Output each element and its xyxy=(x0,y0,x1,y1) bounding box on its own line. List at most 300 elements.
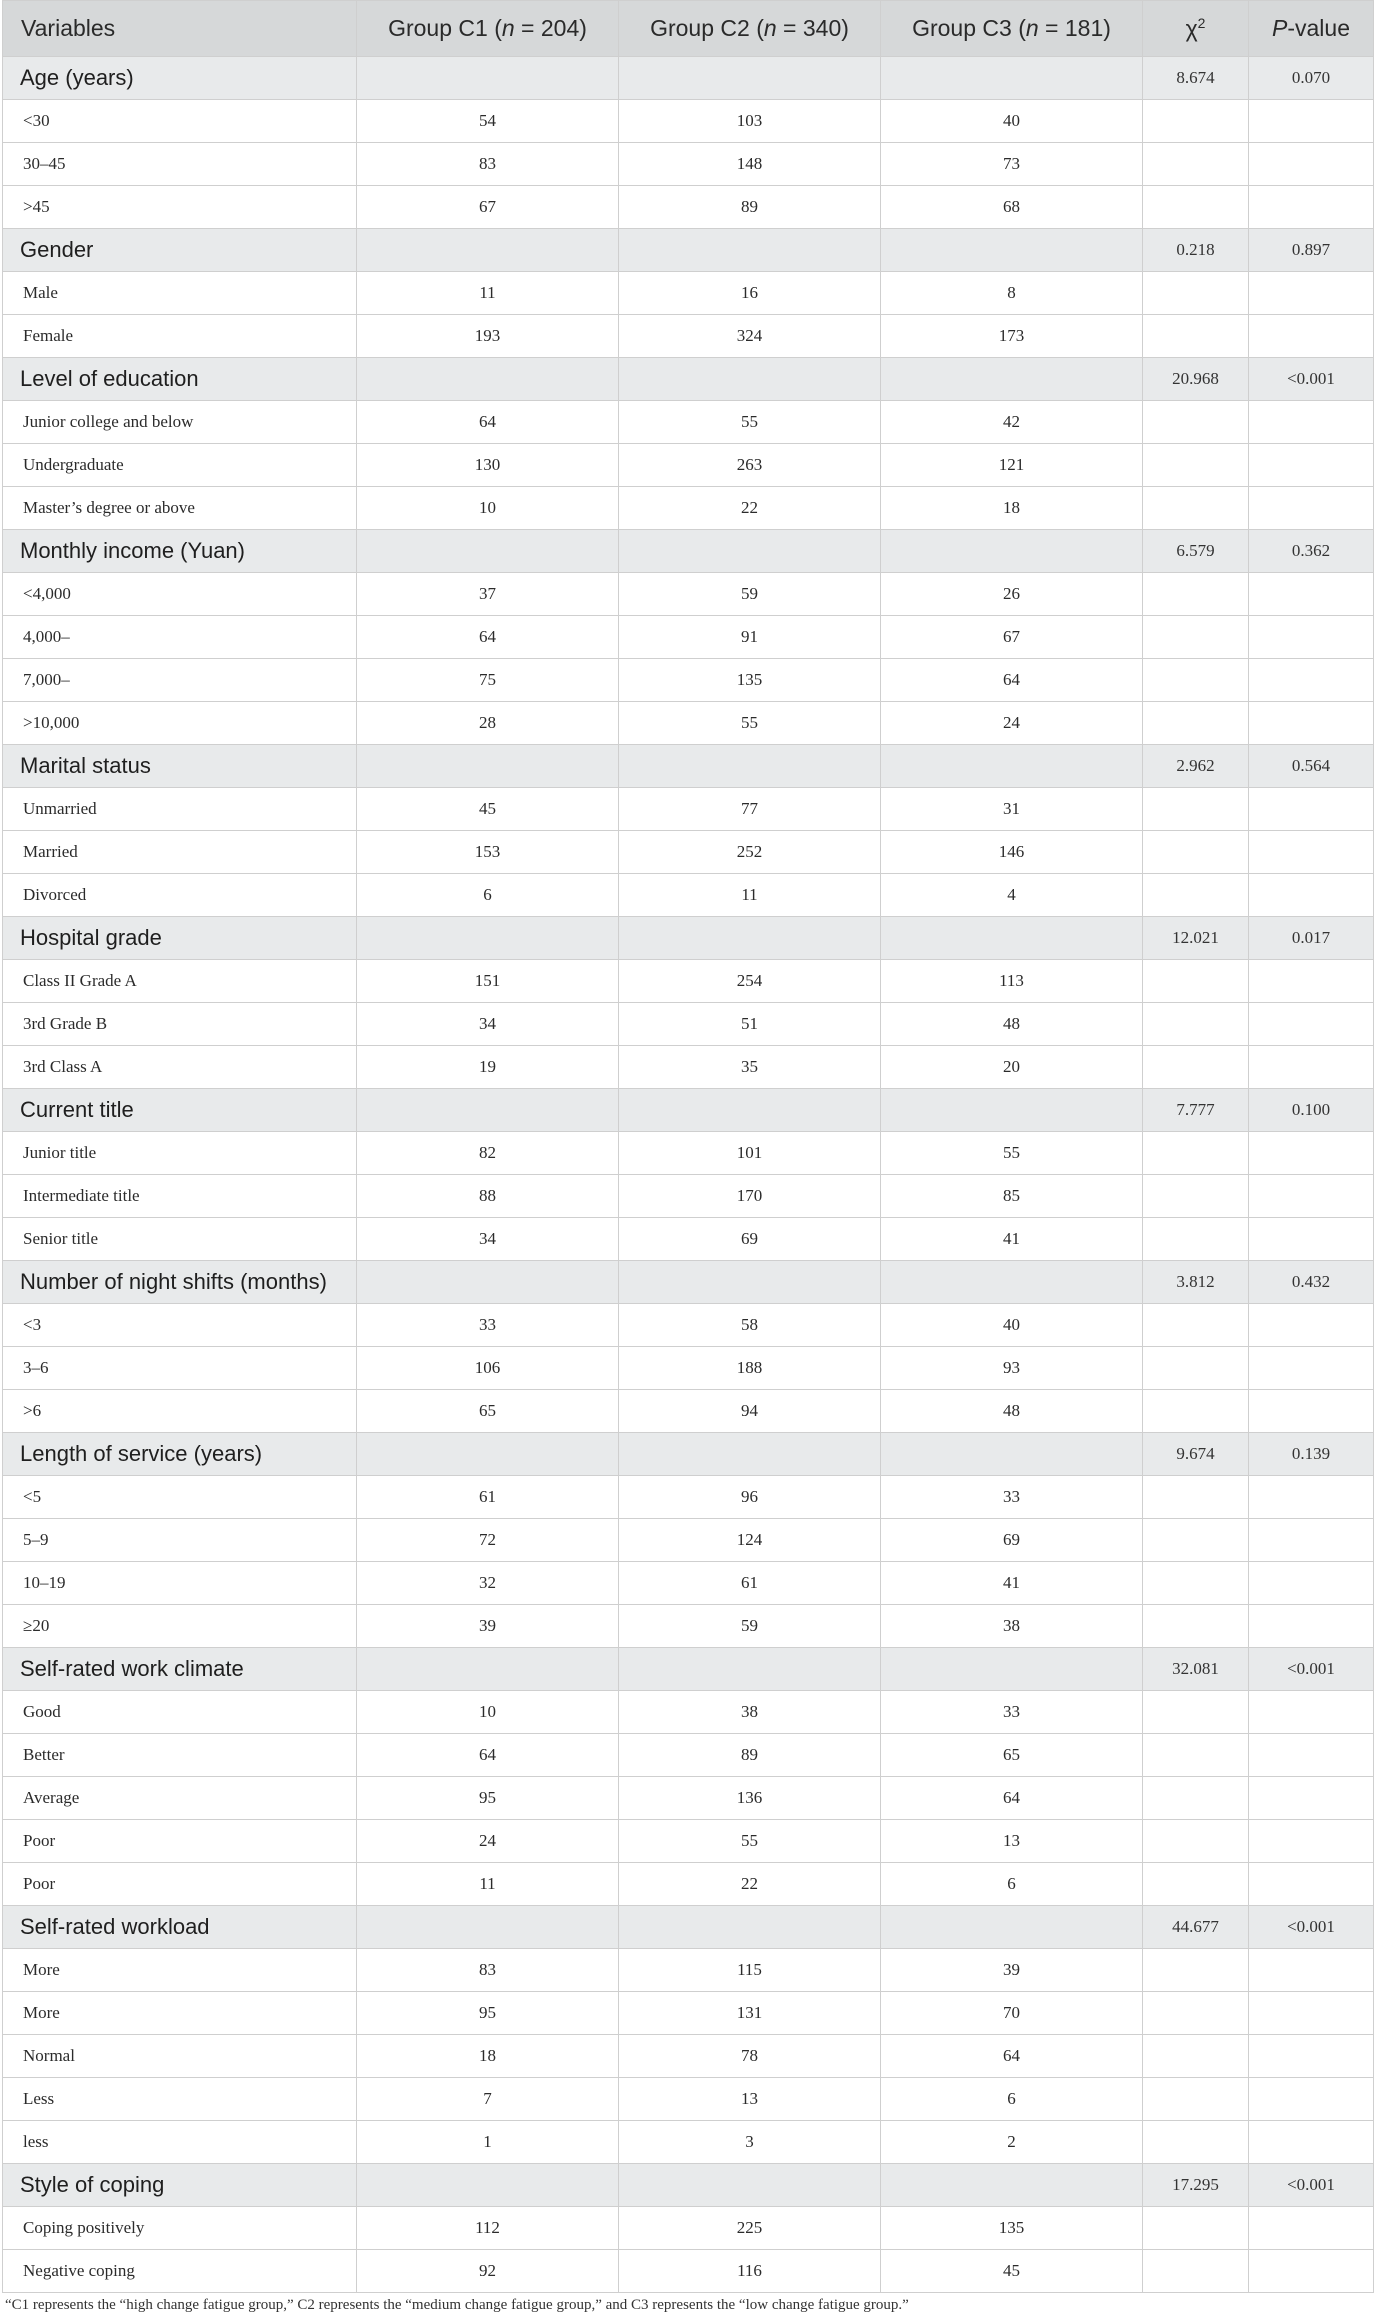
header-c1-prefix: Group C1 ( xyxy=(388,15,502,41)
row-empty-p xyxy=(1249,1390,1374,1433)
row-value-c3: 67 xyxy=(881,616,1143,659)
row-label: More xyxy=(3,1992,357,2035)
header-p-italic: P xyxy=(1272,15,1288,41)
row-empty-p xyxy=(1249,2035,1374,2078)
row-value-c2: 254 xyxy=(619,960,881,1003)
row-value-c1: 10 xyxy=(357,1691,619,1734)
row-value-c3: 68 xyxy=(881,186,1143,229)
row-empty-chi xyxy=(1143,2121,1249,2164)
table-row xyxy=(3,143,1374,186)
group-chi-square: 2.962 xyxy=(1143,745,1249,788)
group-label: Number of night shifts (months) xyxy=(3,1261,357,1304)
row-empty-chi xyxy=(1143,702,1249,745)
row-value-c3: 64 xyxy=(881,1777,1143,1820)
row-value-c3: 135 xyxy=(881,2207,1143,2250)
row-value-c1: 10 xyxy=(357,487,619,530)
row-value-c3: 70 xyxy=(881,1992,1143,2035)
row-empty-chi xyxy=(1143,2078,1249,2121)
row-empty-p xyxy=(1249,100,1374,143)
row-value-c1: 95 xyxy=(357,1992,619,2035)
table-row xyxy=(3,186,1374,229)
row-empty-chi xyxy=(1143,1562,1249,1605)
group-p-value: 0.070 xyxy=(1249,57,1374,100)
row-empty-chi xyxy=(1143,1132,1249,1175)
table-row xyxy=(3,100,1374,143)
row-value-c3: 39 xyxy=(881,1949,1143,1992)
group-chi-square: 7.777 xyxy=(1143,1089,1249,1132)
group-chi-square: 8.674 xyxy=(1143,57,1249,100)
table-row xyxy=(3,444,1374,487)
group-p-value: <0.001 xyxy=(1249,2164,1374,2207)
row-empty-chi xyxy=(1143,788,1249,831)
row-value-c1: 130 xyxy=(357,444,619,487)
row-value-c3: 40 xyxy=(881,1304,1143,1347)
group-p-value: 0.100 xyxy=(1249,1089,1374,1132)
row-empty-chi xyxy=(1143,1347,1249,1390)
table-row xyxy=(3,2035,1374,2078)
row-value-c2: 59 xyxy=(619,573,881,616)
row-empty-p xyxy=(1249,573,1374,616)
row-value-c2: 11 xyxy=(619,874,881,917)
row-value-c2: 77 xyxy=(619,788,881,831)
row-label: Female xyxy=(3,315,357,358)
group-empty-c1 xyxy=(357,1648,619,1691)
row-value-c2: 131 xyxy=(619,1992,881,2035)
row-value-c2: 89 xyxy=(619,186,881,229)
group-empty-c1 xyxy=(357,229,619,272)
row-empty-chi xyxy=(1143,401,1249,444)
row-label: Senior title xyxy=(3,1218,357,1261)
row-empty-p xyxy=(1249,315,1374,358)
group-empty-c1 xyxy=(357,1261,619,1304)
row-empty-p xyxy=(1249,1820,1374,1863)
row-empty-chi xyxy=(1143,272,1249,315)
group-row xyxy=(3,1433,1374,1476)
row-empty-p xyxy=(1249,2207,1374,2250)
group-chi-square: 3.812 xyxy=(1143,1261,1249,1304)
row-label: Negative coping xyxy=(3,2250,357,2293)
group-p-value: <0.001 xyxy=(1249,1648,1374,1691)
group-empty-c2 xyxy=(619,917,881,960)
row-empty-chi xyxy=(1143,1820,1249,1863)
row-label: Coping positively xyxy=(3,2207,357,2250)
header-chi: χ xyxy=(1185,15,1198,42)
header-group-c1 xyxy=(357,1,619,57)
row-value-c3: 64 xyxy=(881,2035,1143,2078)
table-row xyxy=(3,1476,1374,1519)
header-c2-suffix: = 340) xyxy=(776,15,849,41)
table-row xyxy=(3,1605,1374,1648)
group-empty-c3 xyxy=(881,358,1143,401)
row-value-c1: 11 xyxy=(357,272,619,315)
row-empty-p xyxy=(1249,401,1374,444)
row-label: Better xyxy=(3,1734,357,1777)
row-empty-chi xyxy=(1143,444,1249,487)
row-value-c2: 22 xyxy=(619,1863,881,1906)
row-empty-chi xyxy=(1143,1949,1249,1992)
group-empty-c3 xyxy=(881,745,1143,788)
row-empty-chi xyxy=(1143,1863,1249,1906)
group-chi-square: 12.021 xyxy=(1143,917,1249,960)
row-value-c3: 146 xyxy=(881,831,1143,874)
row-empty-p xyxy=(1249,1949,1374,1992)
row-value-c2: 38 xyxy=(619,1691,881,1734)
table-row xyxy=(3,401,1374,444)
header-c2-n: n xyxy=(763,15,777,41)
table-row xyxy=(3,874,1374,917)
row-empty-chi xyxy=(1143,1605,1249,1648)
row-value-c1: 11 xyxy=(357,1863,619,1906)
row-value-c3: 6 xyxy=(881,2078,1143,2121)
group-p-value: 0.432 xyxy=(1249,1261,1374,1304)
row-value-c3: 64 xyxy=(881,659,1143,702)
row-label: Divorced xyxy=(3,874,357,917)
table-body xyxy=(3,57,1374,2293)
group-p-value: 0.362 xyxy=(1249,530,1374,573)
row-value-c1: 61 xyxy=(357,1476,619,1519)
table-row xyxy=(3,315,1374,358)
header-chi-sup: 2 xyxy=(1197,14,1206,31)
group-label: Level of education xyxy=(3,358,357,401)
table-row xyxy=(3,831,1374,874)
header-chi-square xyxy=(1143,1,1249,57)
row-value-c2: 3 xyxy=(619,2121,881,2164)
group-label: Current title xyxy=(3,1089,357,1132)
group-empty-c2 xyxy=(619,530,881,573)
table-row xyxy=(3,1390,1374,1433)
header-group-c2 xyxy=(619,1,881,57)
group-p-value: 0.139 xyxy=(1249,1433,1374,1476)
table-row xyxy=(3,659,1374,702)
row-value-c3: 33 xyxy=(881,1476,1143,1519)
row-label: 3rd Grade B xyxy=(3,1003,357,1046)
row-empty-chi xyxy=(1143,487,1249,530)
row-empty-chi xyxy=(1143,1390,1249,1433)
row-empty-p xyxy=(1249,1003,1374,1046)
row-empty-chi xyxy=(1143,2035,1249,2078)
group-empty-c3 xyxy=(881,1648,1143,1691)
row-empty-p xyxy=(1249,1691,1374,1734)
table-row xyxy=(3,616,1374,659)
row-value-c1: 34 xyxy=(357,1003,619,1046)
group-empty-c1 xyxy=(357,1906,619,1949)
row-value-c3: 6 xyxy=(881,1863,1143,1906)
row-value-c3: 8 xyxy=(881,272,1143,315)
row-empty-p xyxy=(1249,2121,1374,2164)
table-row xyxy=(3,1218,1374,1261)
table-row xyxy=(3,1347,1374,1390)
row-label: Unmarried xyxy=(3,788,357,831)
row-empty-chi xyxy=(1143,1003,1249,1046)
row-label: 10–19 xyxy=(3,1562,357,1605)
row-label: Married xyxy=(3,831,357,874)
row-value-c3: 13 xyxy=(881,1820,1143,1863)
group-empty-c1 xyxy=(357,1089,619,1132)
row-value-c1: 67 xyxy=(357,186,619,229)
row-value-c3: 20 xyxy=(881,1046,1143,1089)
table-row xyxy=(3,1992,1374,2035)
table-row xyxy=(3,1691,1374,1734)
row-value-c2: 16 xyxy=(619,272,881,315)
row-empty-p xyxy=(1249,616,1374,659)
row-empty-chi xyxy=(1143,1992,1249,2035)
row-empty-chi xyxy=(1143,874,1249,917)
row-value-c2: 252 xyxy=(619,831,881,874)
group-label: Marital status xyxy=(3,745,357,788)
row-value-c3: 41 xyxy=(881,1218,1143,1261)
group-empty-c1 xyxy=(357,2164,619,2207)
table-row xyxy=(3,2207,1374,2250)
row-value-c1: 37 xyxy=(357,573,619,616)
group-row xyxy=(3,57,1374,100)
row-value-c1: 65 xyxy=(357,1390,619,1433)
row-value-c3: 55 xyxy=(881,1132,1143,1175)
row-value-c2: 324 xyxy=(619,315,881,358)
group-empty-c2 xyxy=(619,1089,881,1132)
table-row xyxy=(3,1046,1374,1089)
group-row xyxy=(3,1261,1374,1304)
header-c2-prefix: Group C2 ( xyxy=(650,15,764,41)
table-row xyxy=(3,1003,1374,1046)
group-row xyxy=(3,229,1374,272)
row-value-c3: 31 xyxy=(881,788,1143,831)
group-row xyxy=(3,1089,1374,1132)
table-row xyxy=(3,1304,1374,1347)
row-value-c1: 75 xyxy=(357,659,619,702)
row-empty-chi xyxy=(1143,186,1249,229)
row-empty-chi xyxy=(1143,1046,1249,1089)
group-label: Gender xyxy=(3,229,357,272)
row-label: 30–45 xyxy=(3,143,357,186)
row-empty-chi xyxy=(1143,1777,1249,1820)
group-label: Length of service (years) xyxy=(3,1433,357,1476)
row-value-c3: 73 xyxy=(881,143,1143,186)
row-value-c2: 69 xyxy=(619,1218,881,1261)
row-label: Junior title xyxy=(3,1132,357,1175)
row-empty-chi xyxy=(1143,1476,1249,1519)
group-chi-square: 44.677 xyxy=(1143,1906,1249,1949)
row-label: >10,000 xyxy=(3,702,357,745)
header-c1-n: n xyxy=(501,15,515,41)
table-row xyxy=(3,1175,1374,1218)
group-chi-square: 17.295 xyxy=(1143,2164,1249,2207)
row-value-c1: 33 xyxy=(357,1304,619,1347)
group-empty-c1 xyxy=(357,358,619,401)
row-empty-p xyxy=(1249,659,1374,702)
row-value-c1: 82 xyxy=(357,1132,619,1175)
group-empty-c1 xyxy=(357,745,619,788)
row-label: 5–9 xyxy=(3,1519,357,1562)
row-value-c1: 95 xyxy=(357,1777,619,1820)
group-empty-c3 xyxy=(881,1261,1143,1304)
row-value-c1: 19 xyxy=(357,1046,619,1089)
group-empty-c3 xyxy=(881,1906,1143,1949)
row-value-c2: 22 xyxy=(619,487,881,530)
row-value-c2: 61 xyxy=(619,1562,881,1605)
row-value-c2: 55 xyxy=(619,702,881,745)
table-row xyxy=(3,487,1374,530)
row-empty-chi xyxy=(1143,616,1249,659)
row-empty-p xyxy=(1249,874,1374,917)
row-label: 7,000– xyxy=(3,659,357,702)
row-empty-p xyxy=(1249,1132,1374,1175)
row-empty-p xyxy=(1249,1175,1374,1218)
row-empty-chi xyxy=(1143,1734,1249,1777)
header-p-suffix: -value xyxy=(1287,15,1350,41)
row-label: Junior college and below xyxy=(3,401,357,444)
group-label: Self-rated work climate xyxy=(3,1648,357,1691)
row-empty-chi xyxy=(1143,573,1249,616)
row-value-c2: 35 xyxy=(619,1046,881,1089)
group-chi-square: 20.968 xyxy=(1143,358,1249,401)
row-label: >6 xyxy=(3,1390,357,1433)
group-row xyxy=(3,745,1374,788)
group-row xyxy=(3,1906,1374,1949)
row-value-c1: 7 xyxy=(357,2078,619,2121)
header-c1-suffix: = 204) xyxy=(514,15,587,41)
row-value-c1: 64 xyxy=(357,1734,619,1777)
row-value-c3: 2 xyxy=(881,2121,1143,2164)
table-row xyxy=(3,788,1374,831)
row-value-c2: 94 xyxy=(619,1390,881,1433)
group-empty-c1 xyxy=(357,917,619,960)
row-label: More xyxy=(3,1949,357,1992)
table-row xyxy=(3,1562,1374,1605)
row-label: 4,000– xyxy=(3,616,357,659)
group-empty-c2 xyxy=(619,358,881,401)
group-p-value: 0.564 xyxy=(1249,745,1374,788)
group-row xyxy=(3,2164,1374,2207)
table-row xyxy=(3,272,1374,315)
row-value-c3: 40 xyxy=(881,100,1143,143)
row-empty-chi xyxy=(1143,1175,1249,1218)
row-value-c2: 136 xyxy=(619,1777,881,1820)
row-label: Poor xyxy=(3,1863,357,1906)
row-label: <4,000 xyxy=(3,573,357,616)
row-value-c3: 4 xyxy=(881,874,1143,917)
row-empty-chi xyxy=(1143,100,1249,143)
row-label: 3rd Class A xyxy=(3,1046,357,1089)
table-row xyxy=(3,1949,1374,1992)
row-label: less xyxy=(3,2121,357,2164)
row-value-c1: 83 xyxy=(357,1949,619,1992)
characteristics-table xyxy=(2,0,1374,2293)
row-value-c1: 112 xyxy=(357,2207,619,2250)
row-empty-chi xyxy=(1143,659,1249,702)
header-c3-suffix: = 181) xyxy=(1038,15,1111,41)
group-empty-c3 xyxy=(881,917,1143,960)
row-value-c2: 188 xyxy=(619,1347,881,1390)
row-value-c1: 193 xyxy=(357,315,619,358)
row-empty-chi xyxy=(1143,831,1249,874)
row-value-c1: 28 xyxy=(357,702,619,745)
group-empty-c1 xyxy=(357,530,619,573)
row-label: Less xyxy=(3,2078,357,2121)
row-label: ≥20 xyxy=(3,1605,357,1648)
row-value-c1: 34 xyxy=(357,1218,619,1261)
row-value-c2: 148 xyxy=(619,143,881,186)
row-label: <30 xyxy=(3,100,357,143)
group-label: Monthly income (Yuan) xyxy=(3,530,357,573)
row-value-c2: 135 xyxy=(619,659,881,702)
row-value-c3: 93 xyxy=(881,1347,1143,1390)
header-group-c3 xyxy=(881,1,1143,57)
row-label: Master’s degree or above xyxy=(3,487,357,530)
row-label: <5 xyxy=(3,1476,357,1519)
row-value-c1: 6 xyxy=(357,874,619,917)
row-label: Normal xyxy=(3,2035,357,2078)
row-value-c1: 32 xyxy=(357,1562,619,1605)
row-empty-p xyxy=(1249,702,1374,745)
group-row xyxy=(3,530,1374,573)
row-value-c3: 113 xyxy=(881,960,1143,1003)
row-label: Average xyxy=(3,1777,357,1820)
row-value-c3: 48 xyxy=(881,1390,1143,1433)
row-value-c2: 51 xyxy=(619,1003,881,1046)
row-value-c1: 72 xyxy=(357,1519,619,1562)
row-value-c2: 13 xyxy=(619,2078,881,2121)
row-value-c3: 69 xyxy=(881,1519,1143,1562)
table-row xyxy=(3,2078,1374,2121)
row-empty-p xyxy=(1249,1347,1374,1390)
group-chi-square: 6.579 xyxy=(1143,530,1249,573)
row-empty-p xyxy=(1249,1046,1374,1089)
row-value-c1: 39 xyxy=(357,1605,619,1648)
row-empty-chi xyxy=(1143,1691,1249,1734)
group-empty-c1 xyxy=(357,57,619,100)
row-value-c3: 33 xyxy=(881,1691,1143,1734)
row-value-c1: 1 xyxy=(357,2121,619,2164)
row-empty-p xyxy=(1249,487,1374,530)
row-empty-p xyxy=(1249,2250,1374,2293)
row-empty-p xyxy=(1249,2078,1374,2121)
row-value-c3: 38 xyxy=(881,1605,1143,1648)
group-row xyxy=(3,358,1374,401)
row-empty-p xyxy=(1249,1777,1374,1820)
table-row xyxy=(3,1820,1374,1863)
row-empty-p xyxy=(1249,1562,1374,1605)
group-empty-c2 xyxy=(619,745,881,788)
group-empty-c2 xyxy=(619,57,881,100)
group-chi-square: 32.081 xyxy=(1143,1648,1249,1691)
row-empty-p xyxy=(1249,788,1374,831)
row-empty-chi xyxy=(1143,143,1249,186)
row-value-c1: 54 xyxy=(357,100,619,143)
group-empty-c3 xyxy=(881,229,1143,272)
row-value-c2: 55 xyxy=(619,401,881,444)
row-value-c1: 64 xyxy=(357,616,619,659)
row-value-c3: 18 xyxy=(881,487,1143,530)
row-empty-p xyxy=(1249,1992,1374,2035)
group-empty-c1 xyxy=(357,1433,619,1476)
group-empty-c3 xyxy=(881,1433,1143,1476)
group-empty-c2 xyxy=(619,2164,881,2207)
row-value-c1: 153 xyxy=(357,831,619,874)
row-empty-p xyxy=(1249,1519,1374,1562)
group-label: Self-rated workload xyxy=(3,1906,357,1949)
group-empty-c2 xyxy=(619,1433,881,1476)
table-row xyxy=(3,573,1374,616)
row-value-c3: 41 xyxy=(881,1562,1143,1605)
row-value-c3: 121 xyxy=(881,444,1143,487)
group-p-value: 0.017 xyxy=(1249,917,1374,960)
table-row xyxy=(3,1734,1374,1777)
row-value-c3: 24 xyxy=(881,702,1143,745)
group-empty-c3 xyxy=(881,1089,1143,1132)
row-value-c1: 106 xyxy=(357,1347,619,1390)
row-value-c2: 103 xyxy=(619,100,881,143)
table-row xyxy=(3,960,1374,1003)
